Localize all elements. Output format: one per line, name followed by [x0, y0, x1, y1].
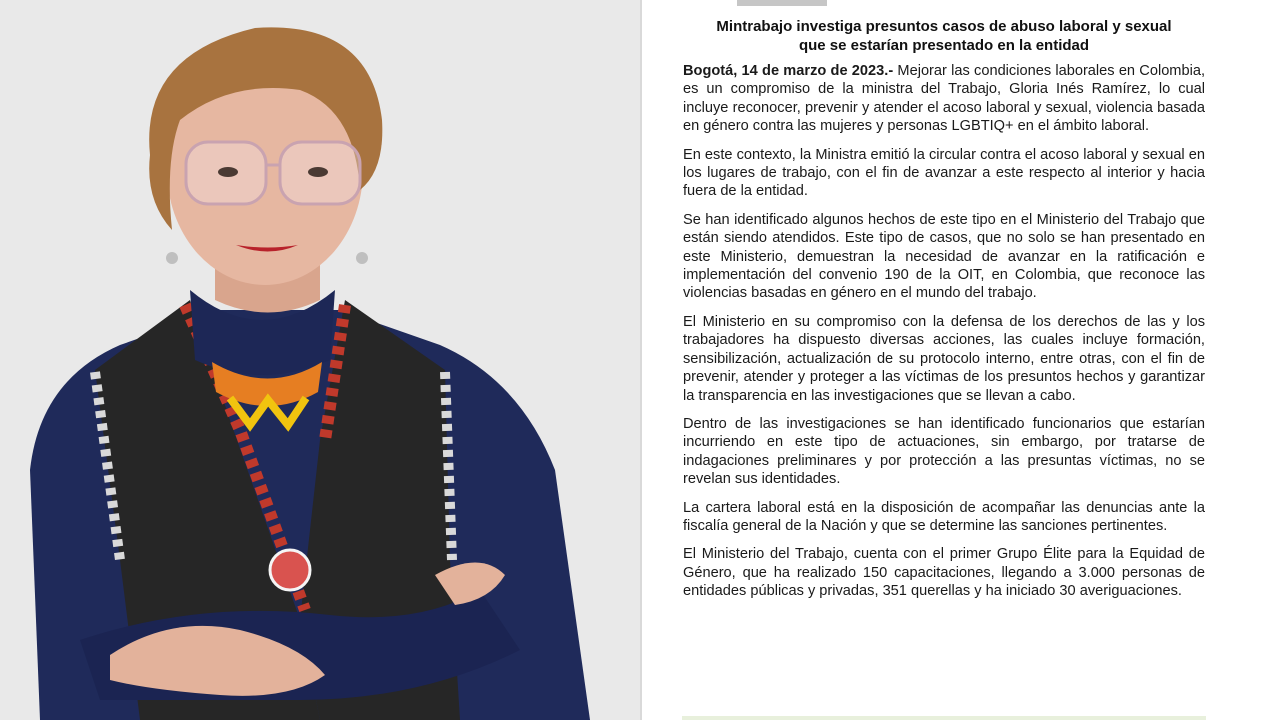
document-body: [683, 62, 1205, 611]
paragraph-7: El Ministerio del Trabajo, cuenta con el primer Grupo Élite para la Equidad de Género, que ha realizado 150 capacitaciones, llegando a 3.000 personas de entidades públicas y privadas, 351 querellas y ha iniciado 30 averiguaciones.: [683, 546, 1205, 600]
title-line-1: Mintrabajo investiga presuntos casos de abuso laboral y sexual: [716, 18, 1172, 35]
paragraph-4: El Ministerio en su compromiso con la defensa de los derechos de las y los trabajadores ha dispuesto diversas acciones, las cuales incluye formación, sensibilización, actualización de su protocolo interno, entre otras, con el fin de prevenir, atender y proteger a las víctimas de los presuntos hechos y garantizar la transparencia en las investigaciones que se llevan a cabo.: [683, 313, 1205, 404]
press-release-document: [642, 0, 1280, 720]
paragraph-1: [683, 62, 1205, 136]
document-title: [682, 17, 1206, 55]
footer-fragment: [682, 716, 1206, 720]
paragraph-5: Dentro de las investigaciones se han identificado funcionarios que estarían incurriendo en este tipo de actuaciones, sin embargo, por tratarse de indagaciones preliminares y por protección a las presuntas víctimas, no se revelan sus identidades.: [683, 415, 1205, 488]
paragraph-1-text: Mejorar las condiciones laborales en Colombia, es un compromiso de la ministra del Trabajo, Gloria Inés Ramírez, lo cual incluye reconocer, prevenir y atender el acoso laboral y sexual, violencia basada en género contra las mujeres y personas LGBTIQ+ en el ámbito laboral.: [683, 63, 1205, 135]
header-fragment: [737, 0, 827, 6]
title-line-2: que se estarían presentado en la entidad: [798, 37, 1090, 54]
paragraph-3: Se han identificado algunos hechos de este tipo en el Ministerio del Trabajo que están siendo atendidos. Este tipo de casos, que no solo se han presentado en este Ministerio, demuestran la necesidad de avanzar en la ratificación e implementación del convenio 190 de la OIT, en Colombia, que reconoce las violencias basadas en género en el mundo del trabajo.: [683, 211, 1205, 302]
paragraph-6: La cartera laboral está en la disposición de acompañar las denuncias ante la fiscalía general de la Nación y que se determine las sanciones pertinentes.: [683, 499, 1205, 534]
dateline: Bogotá, 14 de marzo de 2023.-: [683, 63, 894, 79]
paragraph-2: En este contexto, la Ministra emitió la circular contra el acoso laboral y sexual en los lugares de trabajo, con el fin de avanzar a este respecto al interior y hacia fuera de la entidad.: [683, 146, 1205, 200]
